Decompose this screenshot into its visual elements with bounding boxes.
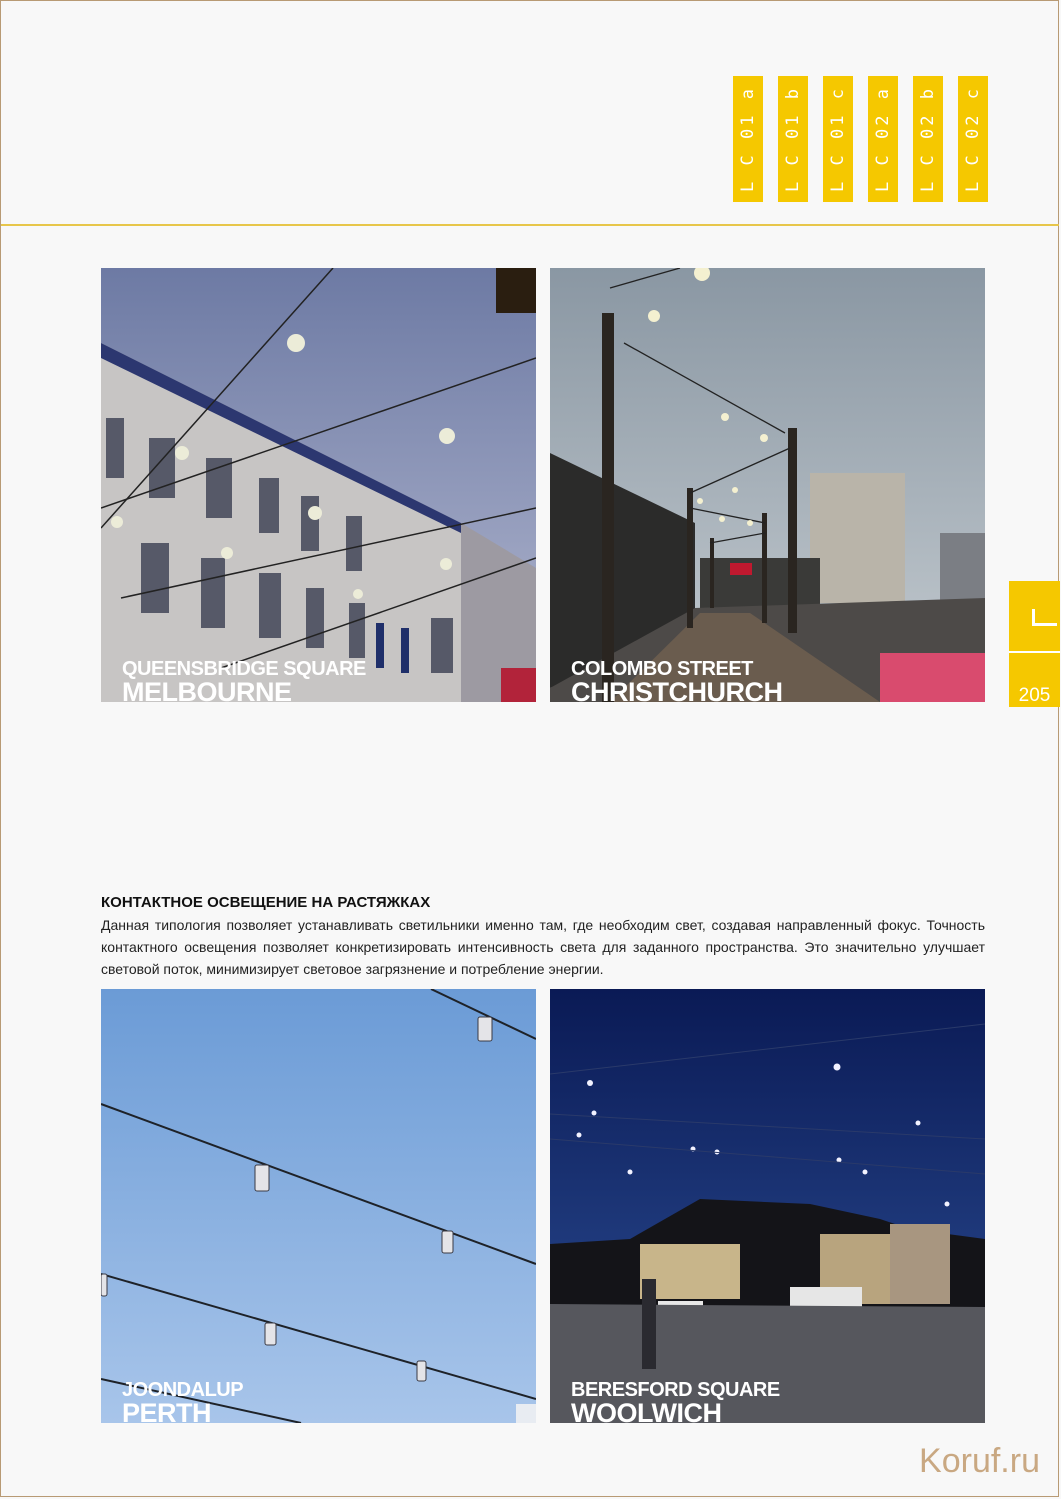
photo-melbourne-image	[101, 268, 536, 702]
place-name: JOONDALUP	[122, 1379, 244, 1401]
code-label: L C 01 a	[738, 86, 759, 192]
photo-perth	[101, 989, 536, 1423]
location-caption	[571, 1380, 780, 1423]
page-tab	[1009, 581, 1060, 707]
code-tag	[778, 76, 808, 202]
tab-divider	[1009, 651, 1060, 653]
city-name: PERTH	[122, 1398, 212, 1423]
code-tag	[868, 76, 898, 202]
code-tag	[913, 76, 943, 202]
location-caption	[122, 659, 366, 702]
code-tag	[823, 76, 853, 202]
location-caption	[122, 1380, 243, 1423]
photo-woolwich-image	[550, 989, 985, 1423]
corner-mark-icon	[1032, 609, 1057, 626]
page-number: 205	[1018, 685, 1051, 706]
code-label: L C 01 b	[783, 86, 804, 192]
photo-perth-image	[101, 989, 536, 1423]
section-heading: КОНТАКТНОЕ ОСВЕЩЕНИЕ НА РАСТЯЖКАХ	[101, 894, 431, 911]
code-label: L C 01 c	[828, 86, 849, 192]
photo-christchurch	[550, 268, 985, 702]
place-name: BERESFORD SQUARE	[571, 1379, 780, 1401]
code-tag	[733, 76, 763, 202]
photo-woolwich	[550, 989, 985, 1423]
code-label: L C 02 b	[918, 86, 939, 192]
city-name: WOOLWICH	[571, 1398, 722, 1423]
code-tag	[958, 76, 988, 202]
city-name: MELBOURNE	[122, 677, 292, 702]
code-label: L C 02 a	[873, 86, 894, 192]
code-label: L C 02 c	[963, 86, 984, 192]
place-name: COLOMBO STREET	[571, 658, 753, 680]
photo-melbourne	[101, 268, 536, 702]
section-text	[101, 894, 985, 980]
watermark: Koruf.ru	[919, 1442, 1040, 1480]
product-codes	[733, 76, 988, 202]
photo-christchurch-image	[550, 268, 985, 702]
place-name: QUEENSBRIDGE SQUARE	[122, 658, 366, 680]
header-rule	[1, 224, 1059, 226]
section-body: Данная типология позволяет устанавливать светильники именно там, где необходим свет, создавая направленный фокус. Точность контактного освещения позволяет конкретизировать интенсивность света для заданного пространства. Это значительно улучшает световой поток, минимизирует световое загрязнение и потребление энергии.	[101, 917, 985, 977]
city-name: CHRISTCHURCH	[571, 677, 783, 702]
location-caption	[571, 659, 783, 702]
